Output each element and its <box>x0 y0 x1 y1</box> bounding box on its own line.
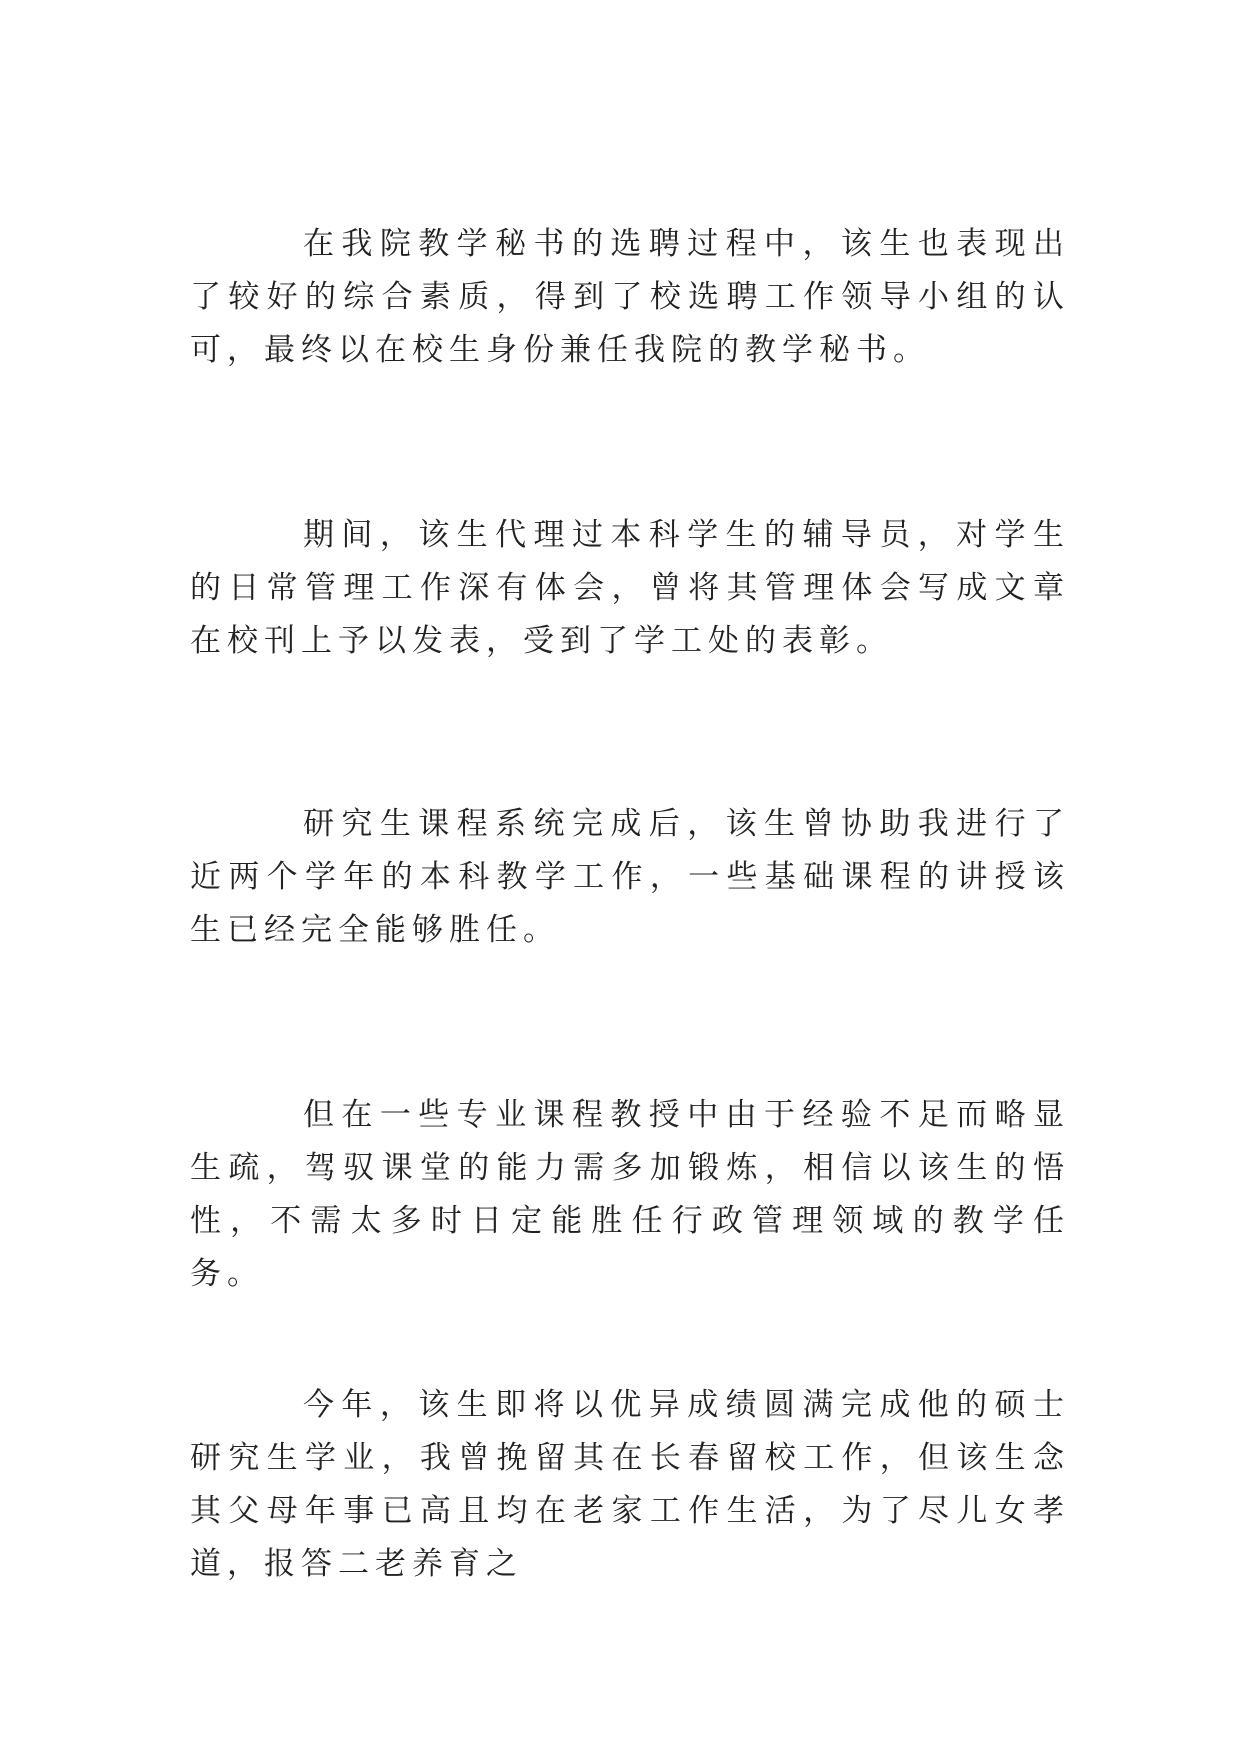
paragraph-3: 研究生课程系统完成后，该生曾协助我进行了近两个学年的本科教学工作，一些基础课程的讲授该生已经完全能够胜任。 <box>190 806 1070 948</box>
paragraph-2: 期间，该生代理过本科学生的辅导员，对学生的日常管理工作深有体会，曾将其管理体会写成文章在校刊上予以发表，受到了学工处的表彰。 <box>190 517 1070 659</box>
paragraph-5: 今年，该生即将以优异成绩圆满完成他的硕士研究生学业，我曾挽留其在长春留校工作，但该生念其父母年事已高且均在老家工作生活，为了尽儿女孝道，报答二老养育之 <box>190 1387 1070 1582</box>
paragraph-1: 在我院教学秘书的选聘过程中，该生也表现出了较好的综合素质，得到了校选聘工作领导小组的认可，最终以在校生身份兼任我院的教学秘书。 <box>190 226 1070 368</box>
paragraph-4: 但在一些专业课程教授中由于经验不足而略显生疏，驾驭课堂的能力需多加锻炼，相信以该生的悟性，不需太多时日定能胜任行政管理领域的教学任务。 <box>190 1097 1070 1292</box>
